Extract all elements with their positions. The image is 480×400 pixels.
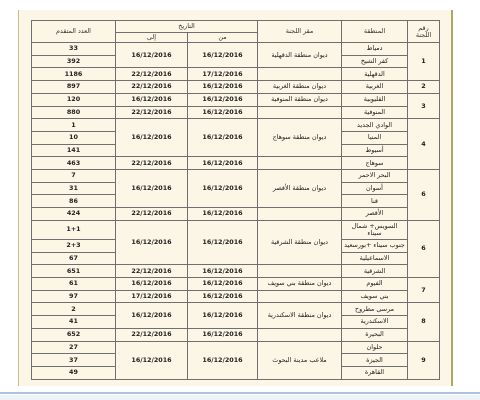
applicants-count-cell: 141 (32, 144, 116, 157)
governorate-cell: الشرقية (342, 265, 408, 278)
group-number-cell: 2 (408, 81, 440, 94)
governorate-cell: الغربية (342, 81, 408, 94)
group-number-cell: 9 (408, 341, 440, 379)
governorate-cell: أسيوط (342, 144, 408, 157)
date-from-cell: 16/12/2016 (188, 208, 258, 221)
table-row (32, 43, 440, 56)
date-to-cell: 22/12/2016 (116, 328, 188, 341)
committee-hq-cell (258, 157, 342, 170)
applicants-count-cell: 10 (32, 131, 116, 144)
applicants-count-cell: 67 (32, 252, 116, 265)
committee-hq-cell: ديوان منطقة الأقصر (258, 170, 342, 208)
governorate-cell: جنوب سيناء +بورسعيد (342, 239, 408, 252)
date-from-cell: 16/12/2016 (188, 220, 258, 264)
date-from-cell: 16/12/2016 (188, 278, 258, 291)
date-to-cell: 16/12/2016 (116, 220, 188, 264)
applicants-count-cell: 424 (32, 208, 116, 221)
committee-hq-cell (258, 208, 342, 221)
table-row (32, 170, 440, 183)
date-to-cell: 16/12/2016 (116, 43, 188, 68)
committee-hq-cell (258, 265, 342, 278)
committee-hq-cell: ديوان منطقة الدقهلية (258, 43, 342, 68)
committee-hq-cell (258, 328, 342, 341)
date-to-cell: 16/12/2016 (116, 93, 188, 106)
group-number-cell: 1 (408, 43, 440, 81)
governorate-cell: بني سويف (342, 290, 408, 303)
date-from-cell: 16/12/2016 (188, 328, 258, 341)
group-number-cell: 6 (408, 220, 440, 277)
header-group-no: رقم اللجنة (408, 21, 440, 43)
date-to-cell: 16/12/2016 (116, 119, 188, 157)
governorate-cell: الاسماعيلية (342, 252, 408, 265)
date-to-cell: 22/12/2016 (116, 81, 188, 94)
table-body (32, 43, 440, 380)
table-row (32, 68, 440, 81)
date-from-cell: 16/12/2016 (188, 170, 258, 208)
date-from-cell: 16/12/2016 (188, 119, 258, 157)
table-row (32, 106, 440, 119)
applicants-count-cell: 651 (32, 265, 116, 278)
governorate-cell: البحيرة (342, 328, 408, 341)
committee-hq-cell: ديوان منطقة الغربية (258, 81, 342, 94)
date-from-cell: 17/12/2016 (188, 68, 258, 81)
governorate-cell: القاهرة (342, 366, 408, 379)
governorate-cell: الأقصر (342, 208, 408, 221)
applicants-count-cell: 41 (32, 316, 116, 329)
applicants-count-cell: 2+3 (32, 239, 116, 252)
applicants-count-cell: 880 (32, 106, 116, 119)
header-applicants: العدد المتقدم (32, 21, 116, 43)
table-row (32, 220, 440, 239)
group-number-cell: 7 (408, 278, 440, 303)
committee-hq-cell: ديوان منطقة سوهاج (258, 119, 342, 157)
date-to-cell: 22/12/2016 (116, 68, 188, 81)
page-bottom-border (0, 392, 480, 394)
applicants-count-cell: 1186 (32, 68, 116, 81)
applicants-count-cell: 120 (32, 93, 116, 106)
table-row (32, 81, 440, 94)
applicants-count-cell: 392 (32, 55, 116, 68)
group-number-cell: 4 (408, 119, 440, 170)
applicants-count-cell: 1+1 (32, 220, 116, 239)
header-committee-hq: مقر اللجنة (258, 21, 342, 43)
date-to-cell: 17/12/2016 (116, 290, 188, 303)
date-from-cell: 16/12/2016 (188, 93, 258, 106)
committee-hq-cell (258, 290, 342, 303)
group-number-cell: 8 (408, 303, 440, 341)
date-from-cell: 16/12/2016 (188, 341, 258, 379)
date-to-cell: 16/12/2016 (116, 341, 188, 379)
date-from-cell: 16/12/2016 (188, 265, 258, 278)
applicants-count-cell: 31 (32, 182, 116, 195)
governorate-cell: الاسكندرية (342, 316, 408, 329)
table-row (32, 93, 440, 106)
applicants-count-cell: 463 (32, 157, 116, 170)
governorate-cell: المنيا (342, 131, 408, 144)
group-number-cell: 6 (408, 170, 440, 221)
header-date-from: من (188, 33, 258, 43)
date-to-cell: 22/12/2016 (116, 265, 188, 278)
table-row (32, 208, 440, 221)
governorate-cell: قنا (342, 195, 408, 208)
table-row (32, 290, 440, 303)
date-to-cell: 22/12/2016 (116, 208, 188, 221)
applicants-count-cell: 97 (32, 290, 116, 303)
governorate-cell: دمياط (342, 43, 408, 56)
committee-hq-cell: ديوان منطقة الاسكندرية (258, 303, 342, 328)
applicants-count-cell: 897 (32, 81, 116, 94)
governorate-cell: البحر الاحمر (342, 170, 408, 183)
date-from-cell: 16/12/2016 (188, 303, 258, 328)
governorate-cell: سوهاج (342, 157, 408, 170)
committee-hq-cell: ملاعب مدينة البحوث (258, 341, 342, 379)
governorate-cell: القليوبية (342, 93, 408, 106)
date-to-cell: 16/12/2016 (116, 170, 188, 208)
table-row (32, 341, 440, 354)
table-row (32, 119, 440, 132)
date-from-cell: 16/12/2016 (188, 81, 258, 94)
date-from-cell: 16/12/2016 (188, 43, 258, 68)
date-to-cell: 16/12/2016 (116, 278, 188, 291)
date-to-cell: 22/12/2016 (116, 157, 188, 170)
header-date-to: إلى (116, 33, 188, 43)
document-page (18, 10, 453, 386)
governorate-cell: الفيوم (342, 278, 408, 291)
governorate-cell: مرسى مطروح (342, 303, 408, 316)
page-bottom-band (0, 395, 480, 400)
header-governorate: المنطقة (342, 21, 408, 43)
header-date: التاريخ (116, 21, 258, 33)
governorate-cell: الدقهلية (342, 68, 408, 81)
governorate-cell: المنوفية (342, 106, 408, 119)
applicants-count-cell: 61 (32, 278, 116, 291)
governorate-cell: أسوان (342, 182, 408, 195)
committee-hq-cell (258, 106, 342, 119)
date-from-cell: 16/12/2016 (188, 157, 258, 170)
applicants-count-cell: 86 (32, 195, 116, 208)
committee-hq-cell: ديوان منطقة بني سويف (258, 278, 342, 291)
table-row (32, 278, 440, 291)
table-row (32, 328, 440, 341)
governorate-cell: الوادي الجديد (342, 119, 408, 132)
committee-hq-cell (258, 68, 342, 81)
applicants-count-cell: 33 (32, 43, 116, 56)
committee-hq-cell: ديوان منطقة الشرقية (258, 220, 342, 264)
committees-table (31, 20, 440, 380)
table-row (32, 303, 440, 316)
group-number-cell: 3 (408, 93, 440, 118)
applicants-count-cell: 2 (32, 303, 116, 316)
governorate-cell: كفر الشيخ (342, 55, 408, 68)
date-to-cell: 16/12/2016 (116, 303, 188, 328)
applicants-count-cell: 7 (32, 170, 116, 183)
applicants-count-cell: 652 (32, 328, 116, 341)
applicants-count-cell: 37 (32, 354, 116, 367)
table-row (32, 265, 440, 278)
committee-hq-cell: ديوان منطقة المنوفية (258, 93, 342, 106)
date-from-cell: 16/12/2016 (188, 106, 258, 119)
governorate-cell: السويس+ شمال سيناء (342, 220, 408, 239)
governorate-cell: الجيزة (342, 354, 408, 367)
table-row (32, 157, 440, 170)
date-to-cell: 22/12/2016 (116, 106, 188, 119)
governorate-cell: حلوان (342, 341, 408, 354)
applicants-count-cell: 1 (32, 119, 116, 132)
date-from-cell: 16/12/2016 (188, 290, 258, 303)
applicants-count-cell: 27 (32, 341, 116, 354)
applicants-count-cell: 49 (32, 366, 116, 379)
